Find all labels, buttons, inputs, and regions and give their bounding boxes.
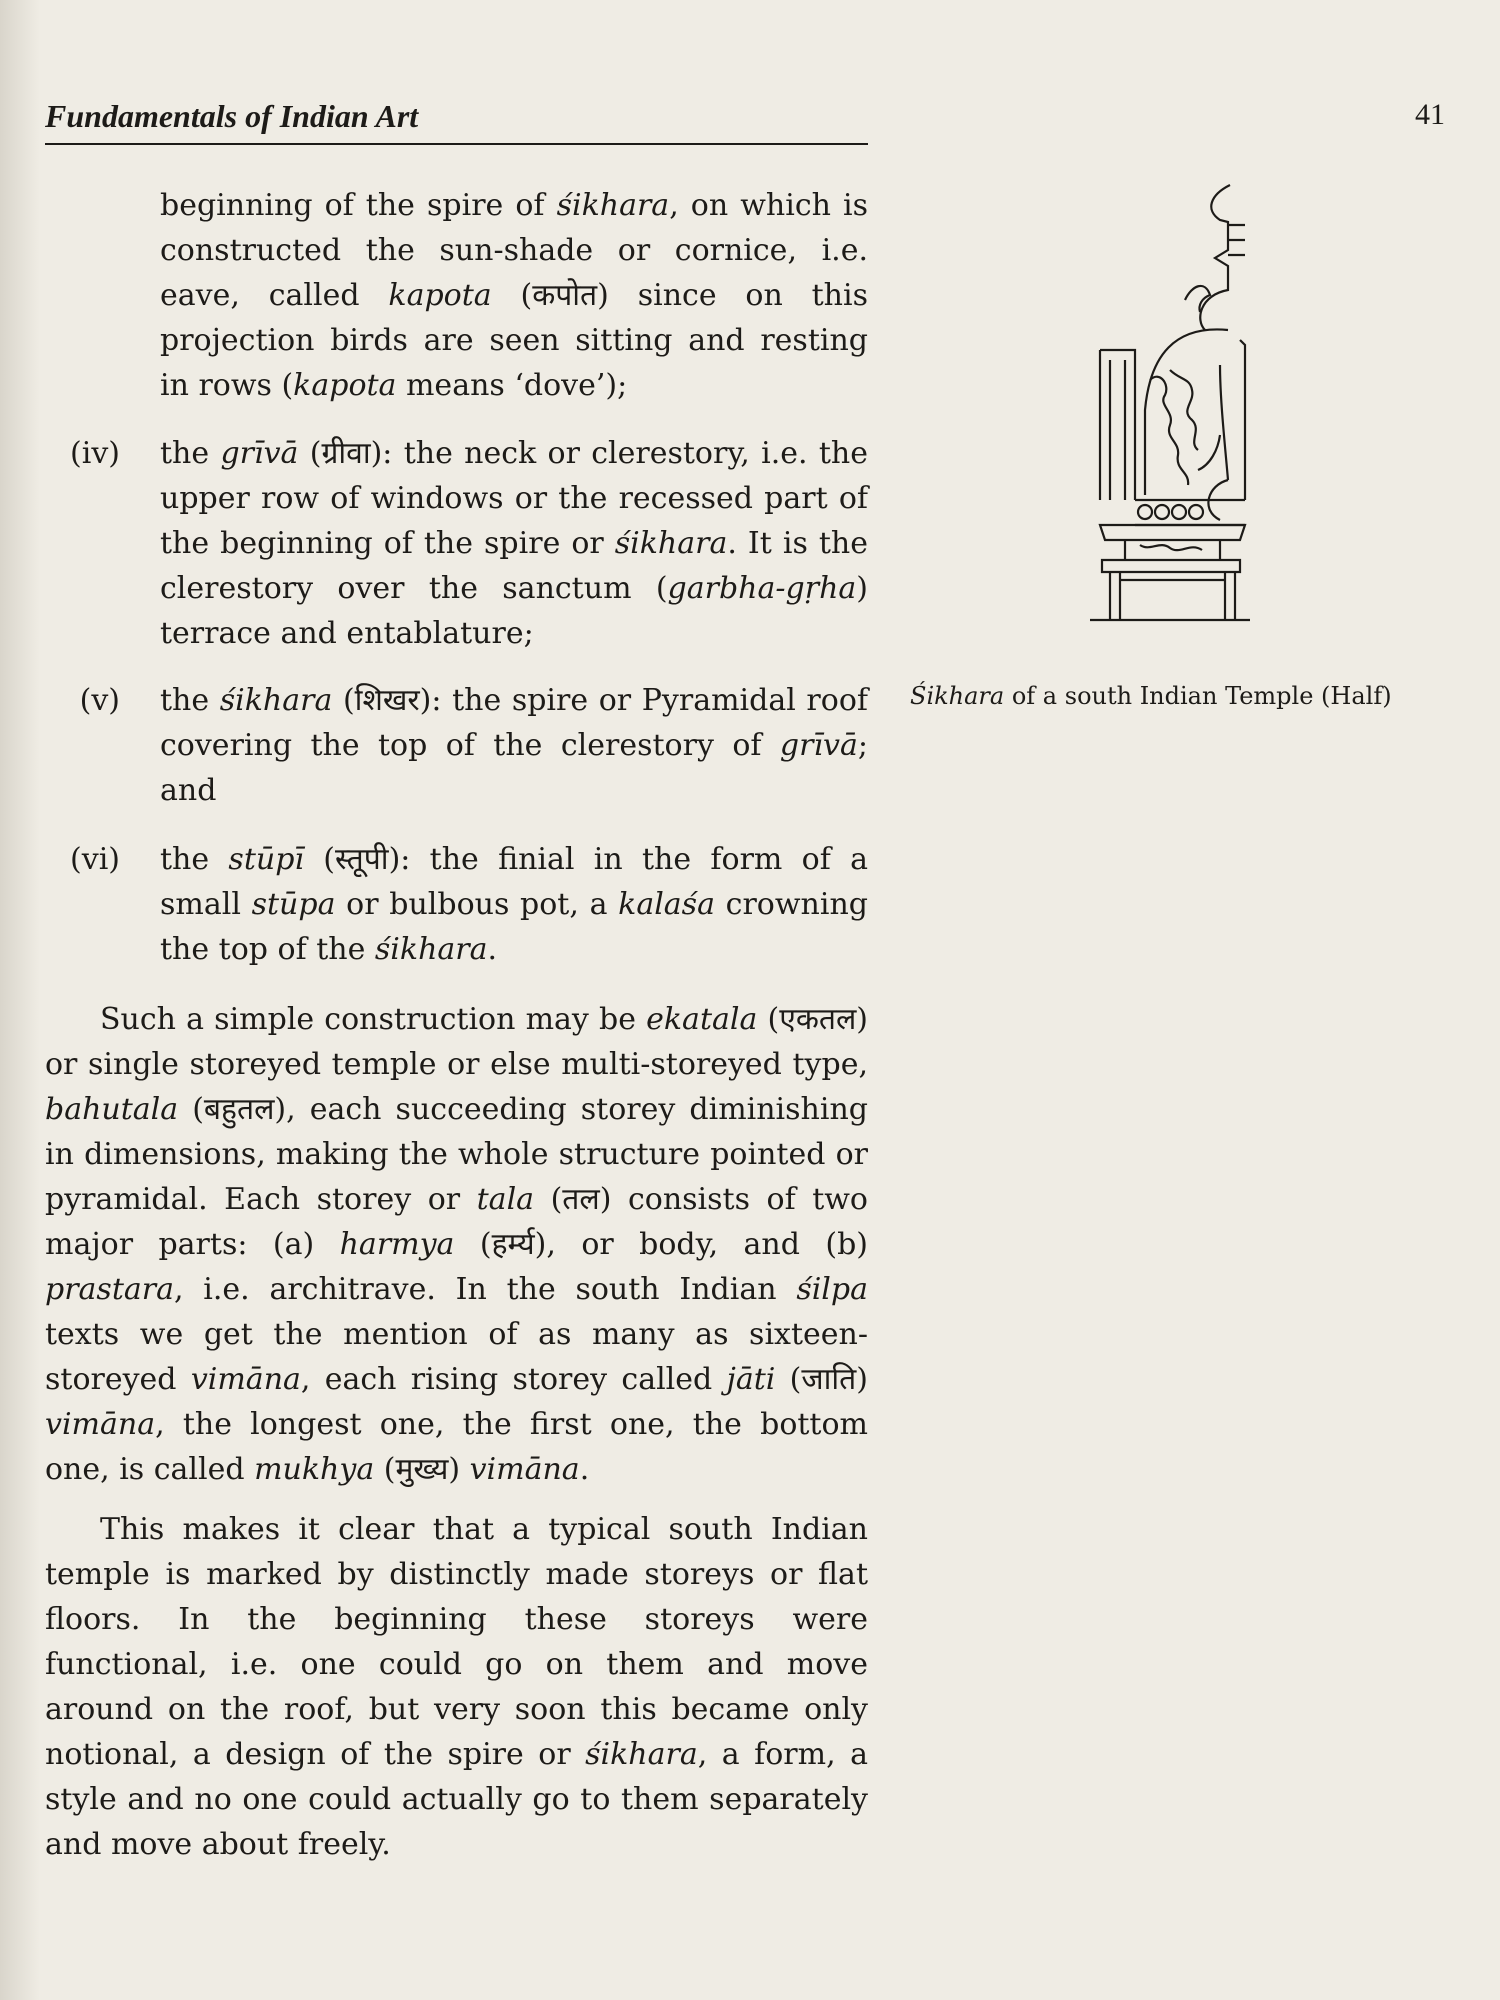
italic-term: śikhara [614,526,728,561]
text-segment: the [160,683,220,718]
text-segment: the [160,436,221,471]
list-item-text [160,436,868,651]
text-segment: (बहुतल), each succeeding storey diminishing in dimensions, making the whole structure pointed or pyramidal. Each storey or [45,1092,868,1217]
text-segment: the [160,842,229,877]
italic-term: śikhara [585,1737,698,1772]
paragraph-text [45,1512,868,1862]
text-segment: ; and [160,728,868,808]
text-segment: , i.e. architrave. In the south Indian [174,1272,797,1307]
italic-term: śikhara [219,683,333,718]
italic-term: garbha-gṛha [667,571,857,606]
text-segment: (हर्म्य), or body, and (b) [454,1227,868,1262]
temple-sikhara-illustration [1080,180,1250,630]
italic-term: ekatala [646,1002,758,1037]
text-segment: . [579,1452,590,1487]
italic-term: mukhya [254,1452,375,1487]
italic-term: tala [476,1182,535,1217]
paragraph-construction [45,997,868,1492]
text-segment: (मुख्य) [374,1452,470,1487]
italic-term: stūpī [228,842,304,877]
italic-term: prastara [45,1272,174,1307]
text-segment: (कपोत) since on this projection birds are seen sitting and resting in rows ( [160,278,868,403]
italic-term: śilpa [796,1272,868,1307]
text-segment: . It is the clerestory over the sanctum ( [160,526,868,606]
italic-term: vimāna [45,1407,156,1442]
text-segment: (एकतल) or single storeyed temple or else multi-storeyed type, [45,1002,868,1082]
text-segment: This makes it clear that a typical south Indian temple is marked by distinctly made storeys or flat floors. In the beginning these storeys were functional, i.e. one could go on them and move around on the roof, but very soon this became only notional, a design of the spire or [45,1512,868,1772]
italic-term: vimāna [469,1452,580,1487]
italic-term: kapota [293,368,397,403]
list-number-v: (v) [79,683,120,718]
italic-term: harmya [339,1227,455,1262]
italic-term: kalaśa [618,887,715,922]
italic-term: śikhara [556,188,670,223]
list-item-text [160,683,868,808]
paragraph-storeys [45,1507,868,1867]
list-item-text [160,842,868,967]
header-rule [45,143,868,145]
text-segment: , the longest one, the first one, the bottom one, is called [45,1407,868,1487]
text-segment: Such a simple construction may be [100,1002,647,1037]
list-number-vi: (vi) [70,842,120,877]
temple-sikhara-icon [1080,180,1250,630]
text-segment: , each rising storey called [300,1362,727,1397]
text-segment: (जाति) [775,1362,868,1397]
text-segment: , a form, a style and no one could actually go to them separately and move about freely. [45,1737,868,1862]
text-segment: (ग्रीवा): the neck or clerestory, i.e. the upper row of windows or the recessed part of the beginning of the spire or [160,436,868,561]
italic-term: jāti [726,1362,776,1397]
list-item-continued [160,183,868,408]
list-item-text [160,188,868,403]
text-segment: (तल) consists of two major parts: (a) [45,1182,868,1262]
text-segment: texts we get the mention of as many as sixteen-storeyed [45,1317,868,1397]
paragraph-text [45,1002,868,1487]
list-number-iv: (iv) [70,436,120,471]
text-segment: (शिखर): the spire or Pyramidal roof covering the top of the clerestory of [160,683,868,763]
text-segment: or bulbous pot, a [335,887,619,922]
list-item-griva [160,431,868,656]
italic-term: vimāna [190,1362,301,1397]
text-segment: (स्तूपी): the finial in the form of a small [160,842,868,922]
figure-caption [910,680,1430,712]
page-number: 41 [1415,98,1445,131]
italic-term: grīvā [779,728,858,763]
list-item-stupi [160,837,868,972]
italic-term: kapota [388,278,492,313]
running-head: Fundamentals of Indian Art [45,98,419,134]
italic-term: bahutala [45,1092,179,1127]
text-segment: . [487,932,498,967]
list-item-sikhara [160,678,868,813]
text-segment: crowning the top of the [160,887,868,967]
caption-text: of a south Indian Temple (Half) [1004,682,1392,710]
text-segment: beginning of the spire of [160,188,557,223]
text-segment: ) terrace and entablature; [160,571,868,651]
page-gutter-shadow [0,0,40,2000]
text-segment: means ‘dove’); [396,368,628,403]
text-segment: , on which is constructed the sun-shade or cornice, i.e. eave, called [160,188,868,313]
caption-term: Śikhara [910,682,1005,710]
italic-term: śikhara [374,932,488,967]
italic-term: grīvā [220,436,299,471]
italic-term: stūpa [251,887,336,922]
